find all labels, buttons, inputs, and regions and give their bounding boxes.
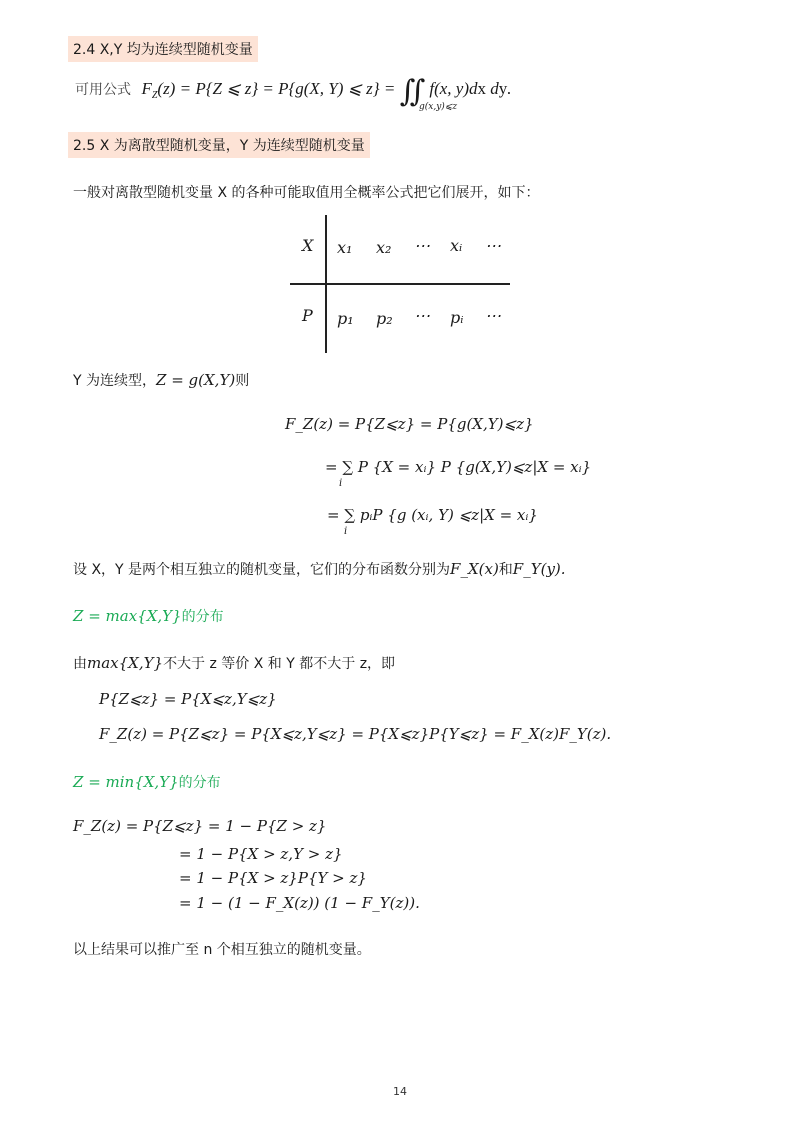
max-text-suffix: 不大于 z 等价 X 和 Y 都不大于 z，即 <box>163 656 396 672</box>
table-cell-x1: x₁ <box>337 238 353 257</box>
max-heading-math: Z = max{X,Y} <box>73 607 182 625</box>
independent-text: 设 X，Y 是两个相互独立的随机变量，它们的分布函数分别为 <box>73 562 451 578</box>
table-cell-pi: pᵢ <box>450 308 464 327</box>
equation-fz-2: = ∑ P {X = xᵢ} P {g(X,Y)⩽z|X = xᵢ} <box>325 458 592 476</box>
equation-fz-3: = ∑ pᵢP {g (xᵢ, Y) ⩽z|X = xᵢ} <box>327 506 538 524</box>
table-cell-x2: x₂ <box>376 238 392 257</box>
fx-math: F_X(x) <box>450 560 499 578</box>
sum-index-1: i <box>339 478 343 489</box>
table-cell-p2: p₂ <box>376 309 393 328</box>
table-cell-p-ellipsis-1: ⋯ <box>414 306 430 325</box>
y-continuous-text: Y 为连续型， <box>73 373 157 389</box>
table-horizontal-line <box>290 283 510 285</box>
table-cell-xi: xᵢ <box>450 236 463 255</box>
max-text-prefix: 由 <box>73 656 87 672</box>
equation-fz-1: F_Z(z) = P{Z⩽z} = P{g(X,Y)⩽z} <box>285 415 534 433</box>
min-heading-math: Z = min{X,Y} <box>73 773 179 791</box>
conclusion-text: 以上结果可以推广至 n 个相互独立的随机变量。 <box>73 942 371 958</box>
integral-region: g(x,y)⩽z <box>419 102 458 112</box>
min-heading <box>73 772 221 792</box>
section-heading-2-5: 2.5 X 为离散型随机变量，Y 为连续型随机变量 <box>68 132 370 158</box>
max-text-math: max{X,Y} <box>87 654 164 672</box>
y-continuous-suffix: 则 <box>235 373 250 389</box>
table-cell-x-ellipsis-2: ⋯ <box>485 236 501 255</box>
page-number: 14 <box>393 1085 407 1098</box>
min-heading-suffix: 的分布 <box>178 775 221 791</box>
max-equation-2: F_Z(z) = P{Z⩽z} = P{X⩽z,Y⩽z} = P{X⩽z}P{Y⩽z} = F_X(z)F_Y(z). <box>99 725 612 743</box>
max-explanation <box>73 653 395 673</box>
y-continuous-line <box>73 370 249 390</box>
sum-index-2: i <box>344 526 348 537</box>
y-continuous-math: Z = g(X,Y) <box>156 371 236 389</box>
table-cell-x-ellipsis-1: ⋯ <box>414 236 430 255</box>
intro-text: 一般对离散型随机变量 X 的各种可能取值用全概率公式把它们展开，如下： <box>73 185 540 201</box>
table-cell-p1: p₁ <box>337 309 354 328</box>
section-heading-2-4: 2.4 X,Y 均为连续型随机变量 <box>68 36 258 62</box>
and-text: 和 <box>498 562 513 578</box>
table-label-x: X <box>302 236 314 255</box>
independent-line <box>73 559 566 579</box>
formula-main: $F_Z(z) = P\{Z$ ⩽ z} = P{g(X, Y) ⩽ z} = ∬ f(x, y)dx dy. <box>141 74 512 109</box>
min-equation-1: F_Z(z) = P{Z⩽z} = 1 − P{Z > z} <box>73 817 327 835</box>
max-heading <box>73 606 224 626</box>
min-equation-3: = 1 − P{X > z}P{Y > z} <box>179 869 367 887</box>
table-label-p: P <box>302 306 313 325</box>
min-equation-2: = 1 − P{X > z,Y > z} <box>179 845 343 863</box>
max-heading-suffix: 的分布 <box>181 609 224 625</box>
table-cell-p-ellipsis-2: ⋯ <box>485 306 501 325</box>
max-equation-1: P{Z⩽z} = P{X⩽z,Y⩽z} <box>99 690 277 708</box>
fy-math: F_Y(y). <box>512 560 566 578</box>
formula-prefix: 可用公式 <box>75 82 131 98</box>
min-equation-4: = 1 − (1 − F_X(z)) (1 − F_Y(z)). <box>179 894 420 912</box>
